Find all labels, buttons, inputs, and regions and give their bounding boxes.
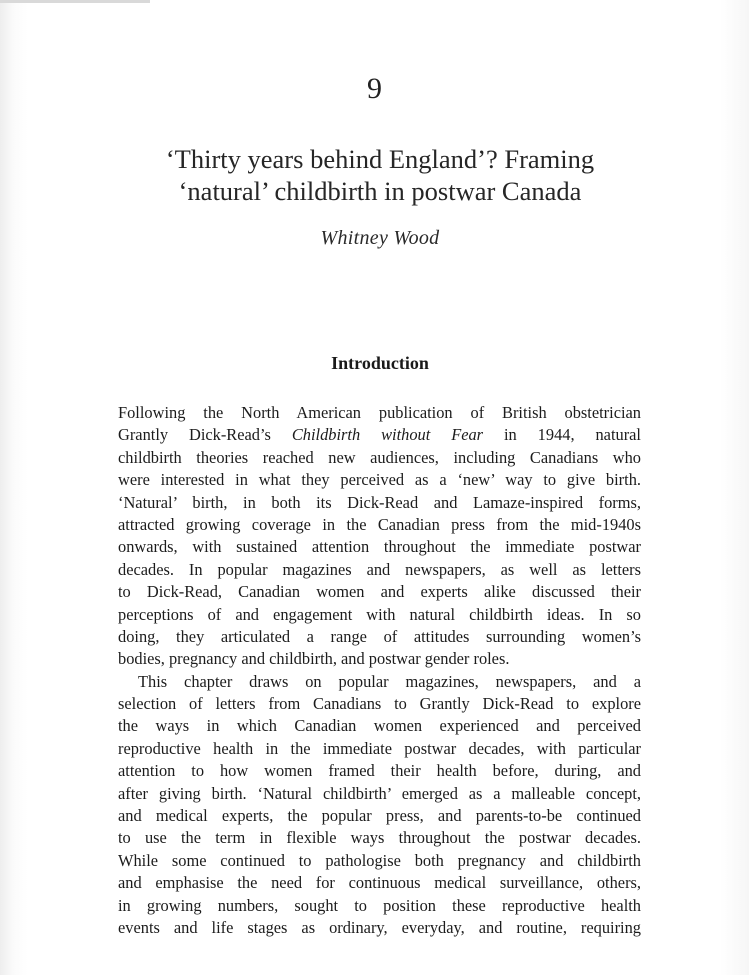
paragraph-2-line: While some continued to pathologise both pregnancy and childbirth [118, 850, 641, 870]
paragraph-2-line: the ways in which Canadian women experienced and perceived [118, 716, 641, 736]
paragraph-1-line: perceptions of and engagement with natural childbirth ideas. In so [118, 604, 641, 624]
author-name: Whitney Wood [320, 227, 440, 249]
paragraph-1-line: were interested in what they perceived as a ‘new’ way to give birth. [118, 470, 641, 490]
paragraph-2-line: selection of letters from Canadians to Grantly Dick-Read to explore [118, 694, 641, 714]
paragraph-2-line: and emphasise the need for continuous medical surveillance, others, [118, 873, 641, 893]
chapter-number: 9 [367, 72, 382, 105]
paragraph-2-line: after giving birth. ‘Natural childbirth’ emerged as a malleable concept, [118, 783, 641, 803]
paragraph-1-line: decades. In popular magazines and newspapers, as well as letters [118, 559, 641, 579]
paragraph-1-line: doing, they articulated a range of attitudes surrounding women’s [118, 626, 641, 646]
paragraph-2-line: to use the term in flexible ways throughout the postwar decades. [118, 828, 641, 848]
chapter-title-line: ‘Thirty years behind England’? Framing [165, 144, 595, 174]
body-text [118, 402, 641, 939]
text-run: Grantly Dick-Read’s [118, 425, 271, 445]
paragraph-2-line: This chapter draws on popular magazines, newspapers, and a [138, 671, 641, 691]
paragraph-1-line: to Dick-Read, Canadian women and experts alike discussed their [118, 582, 641, 602]
chapter-title-line: ‘natural’ childbirth in postwar Canada [178, 176, 582, 206]
paragraph-1-line: attracted growing coverage in the Canadian press from the mid-1940s [118, 514, 641, 534]
section-heading: Introduction [331, 353, 429, 373]
paragraph-1-line: onwards, with sustained attention throughout the immediate postwar [118, 537, 641, 557]
paragraph-1-line: Following the North American publication of British obstetrician [118, 403, 641, 422]
paragraph-2-line: attention to how women framed their health before, during, and [118, 761, 641, 781]
paragraph-2-line: events and life stages as ordinary, everyday, and routine, requiring [118, 917, 641, 937]
text-run: in 1944, natural [504, 425, 641, 445]
top-edge-strip [0, 0, 150, 3]
paragraph-2-line: and medical experts, the popular press, and parents-to-be continued [118, 806, 641, 826]
paragraph-1-line: ‘Natural’ birth, in both its Dick-Read and Lamaze-inspired forms, [118, 492, 641, 512]
chapter-title [60, 143, 700, 207]
paragraph-2-line: reproductive health in the immediate postwar decades, with particular [118, 738, 641, 758]
paragraph-2-line: in growing numbers, sought to position these reproductive health [118, 895, 641, 915]
book-title: Childbirth without Fear [291, 425, 484, 445]
paragraph-1-line: childbirth theories reached new audiences, including Canadians who [118, 447, 641, 467]
paragraph-1-line [118, 424, 641, 446]
paragraph-1-line: bodies, pregnancy and childbirth, and postwar gender roles. [118, 649, 510, 669]
